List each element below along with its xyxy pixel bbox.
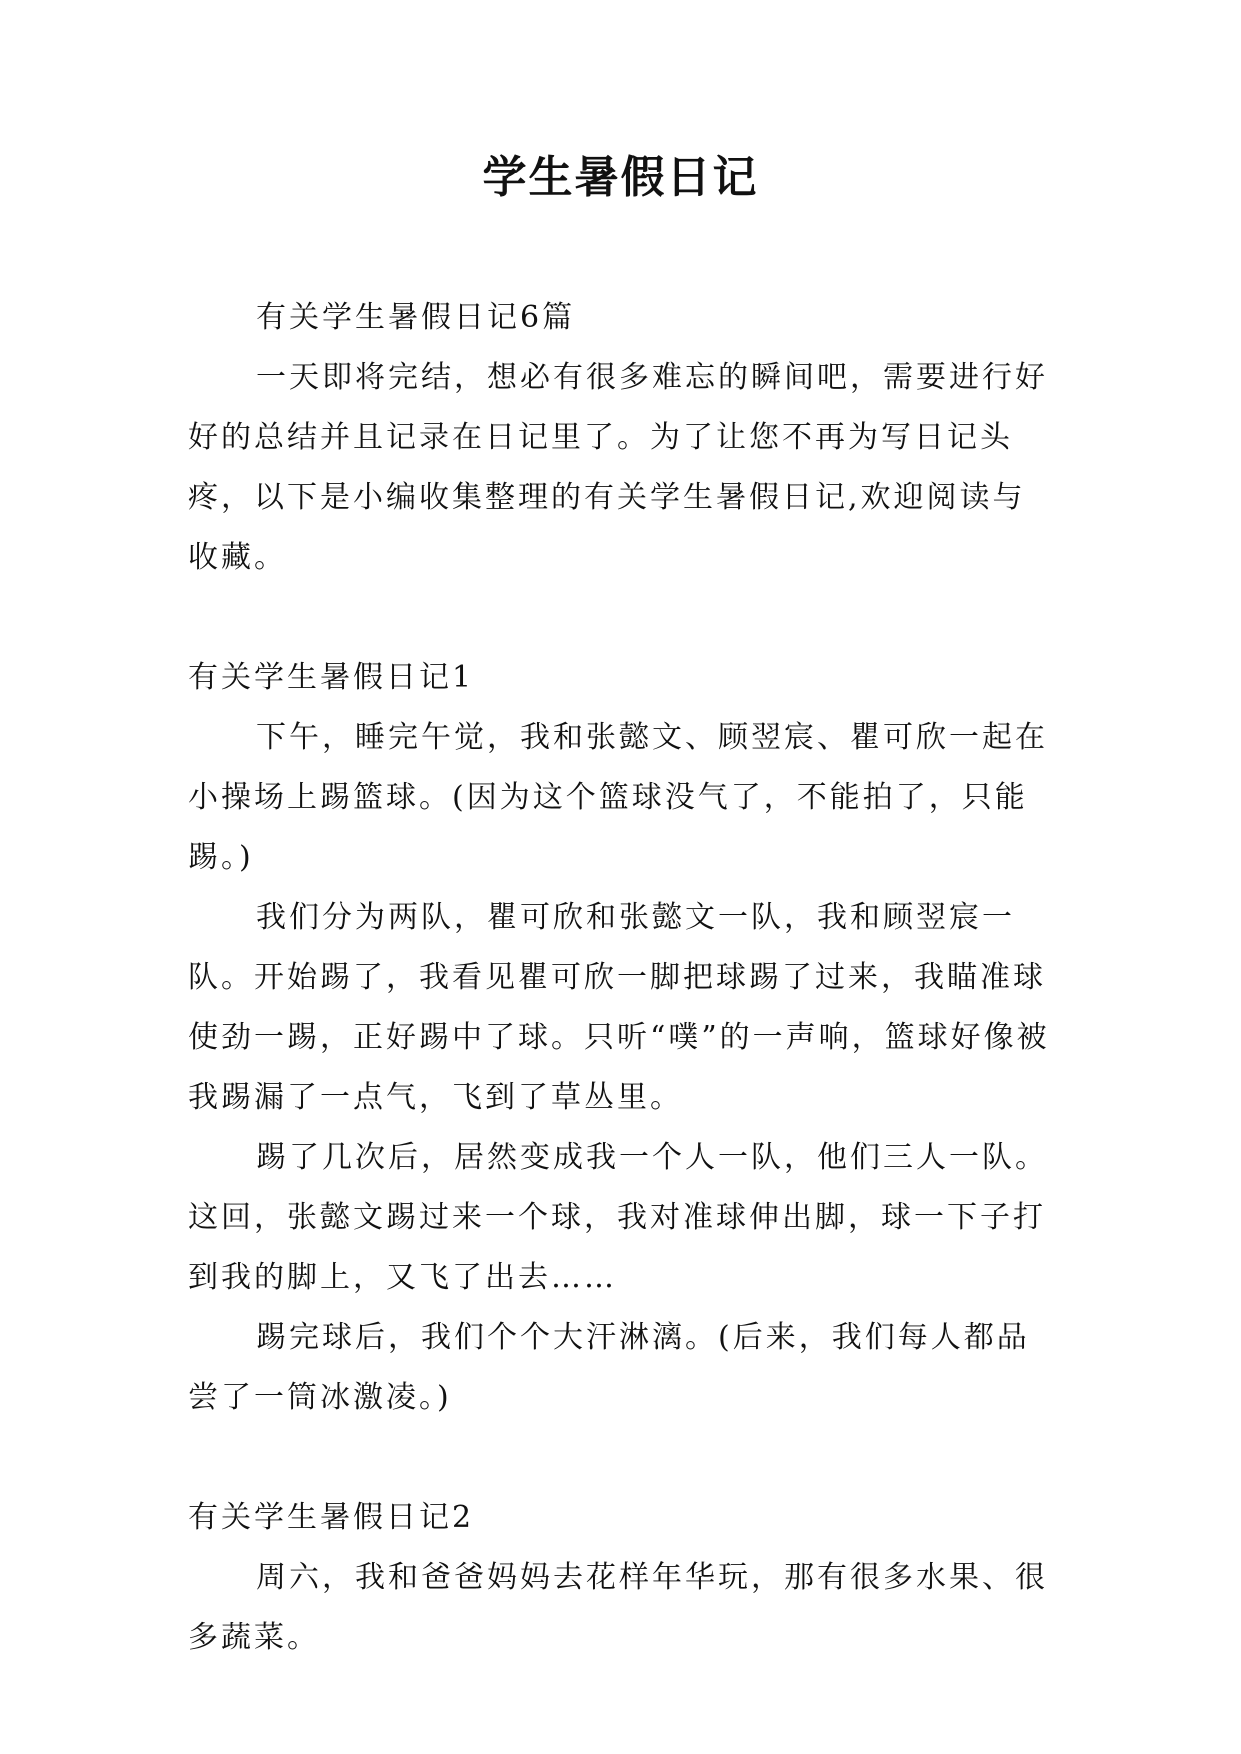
diary-1-paragraph: 我们分为两队，瞿可欣和张懿文一队，我和顾翌宸一队。开始踢了，我看见瞿可欣一脚把球踢了过来，我瞄准球使劲一踢，正好踢中了球。只听“噗”的一声响，篮球好像被我踢漏了一点气，飞到了草丛里。 (188, 900, 1050, 1115)
intro-heading: 有关学生暑假日记6篇 (256, 300, 576, 335)
document-body (188, 288, 1058, 1668)
diary-1-heading: 有关学生暑假日记1 (188, 660, 475, 695)
diary-2-heading: 有关学生暑假日记2 (188, 1500, 475, 1535)
diary-2-paragraph: 周六，我和爸爸妈妈去花样年华玩，那有很多水果、很多蔬菜。 (188, 1560, 1048, 1655)
diary-1-paragraph: 下午，睡完午觉，我和张懿文、顾翌宸、瞿可欣一起在小操场上踢篮球。(因为这个篮球没气了，不能拍了，只能踢。) (188, 720, 1048, 875)
intro-paragraph: 一天即将完结，想必有很多难忘的瞬间吧，需要进行好好的总结并且记录在日记里了。为了让您不再为写日记头疼，以下是小编收集整理的有关学生暑假日记,欢迎阅读与收藏。 (188, 360, 1048, 575)
diary-1-paragraph: 踢了几次后，居然变成我一个人一队，他们三人一队。这回，张懿文踢过来一个球，我对准球伸出脚，球一下子打到我的脚上，又飞了出去…… (188, 1140, 1048, 1295)
diary-1-paragraph: 踢完球后，我们个个大汗淋漓。(后来，我们每人都品尝了一筒冰激凌。) (188, 1320, 1030, 1415)
document-title: 学生暑假日记 (482, 152, 759, 203)
